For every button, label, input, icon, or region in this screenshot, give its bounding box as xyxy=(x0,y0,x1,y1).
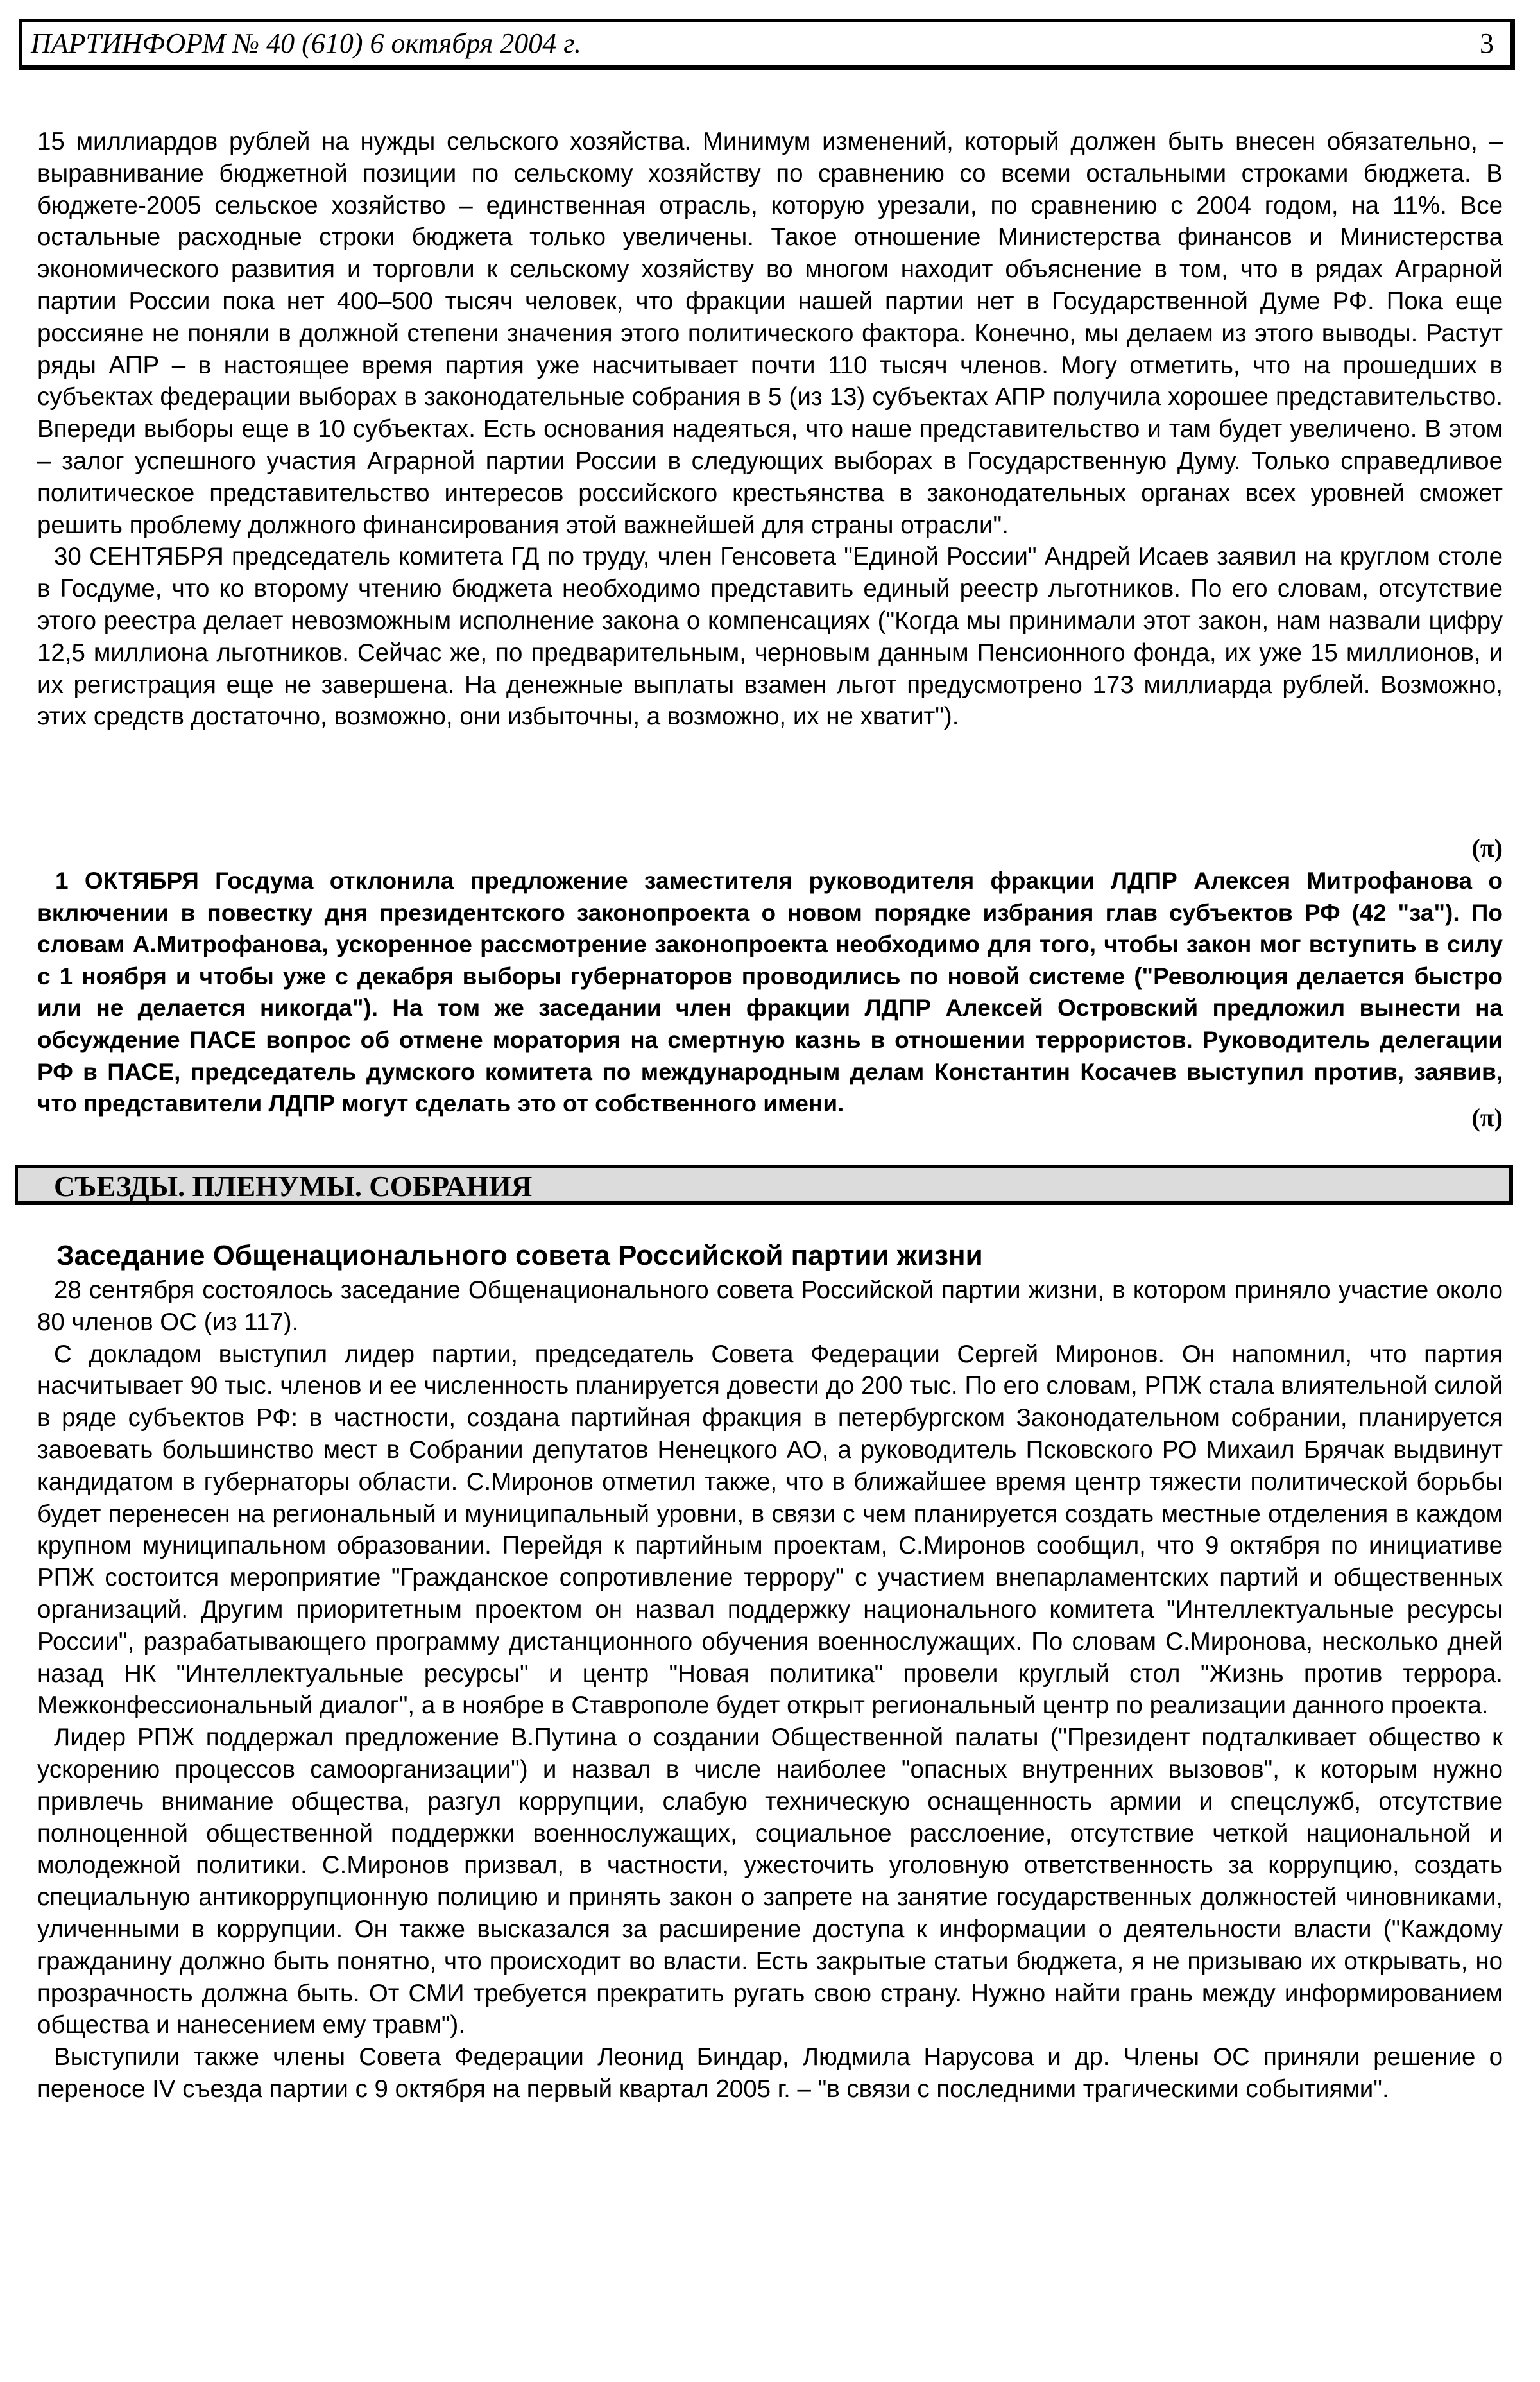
news-paragraph-continued: 15 миллиардов рублей на нужды сельского хозяйства. Минимум изменений, который должен быть внесен обязательно, – выравнивание бюджетной позиции по сельскому хозяйству по сравнению со всеми остальными строками бюджета. В бюджете-2005 сельское хозяйство – единственная отрасль, которую урезали, по сравнению с 2004 годом, на 11%. Все остальные расходные строки бюджета только увеличены. Такое отношение Министерства финансов и Министерства экономического развития и торговли к сельскому хозяйству во многом находит объяснение в том, что в рядах Аграрной партии России пока нет 400–500 тысяч человек, что фракции нашей партии нет в Государственной Думе РФ. Пока еще россияне не поняли в должной степени значения этого политического фактора. Конечно, мы делаем из этого выводы. Растут ряды АПР – в настоящее время партия уже насчитывает почти 110 тысяч членов. Могу отметить, что на прошедших в субъектах федерации выборах в законодательные собрания в 5 (из 13) субъектах АПР получила хорошее представительство. Впереди выборы еще в 10 субъектах. Есть основания надеяться, что наше представительство и там будет увеличено. В этом – залог успешного участия Аграрной партии России в следующих выборах в Государственную Думу. Только справедливое политическое представительство интересов российского крестьянства в законодательных органах всех уровней сможет решить проблему должного финансирования этой важнейшей для страны отрасли". xyxy=(37,128,1503,539)
news-paragraph-duma-bold: 1 ОКТЯБРЯ Госдума отклонила предложение заместителя руководителя фракции ЛДПР Алексея Митрофанова о включении в повестку дня президентского законопроекта о новом порядке избрания глав субъектов РФ (42 "за"). По словам А.Митрофанова, ускоренное рассмотрение законопроекта необходимо для того, чтобы закон мог вступить в силу с 1 ноября и чтобы уже с декабря выборы губернаторов проводились по новой системе ("Революция делается быстро или не делается никогда"). На том же заседании член фракции ЛДПР Алексей Островский предложил вынести на обсуждение ПАСЕ вопрос об отмене моратория на смертную казнь в отношении террористов. Руководитель делегации РФ в ПАСЕ, председатель думского комитета по международным делам Константин Косачев выступил против, заявив, что представители ЛДПР могут сделать это от собственного имени. xyxy=(37,868,1503,1117)
section-title: СЪЕЗДЫ. ПЛЕНУМЫ. СОБРАНИЯ xyxy=(54,1170,533,1203)
article-paragraph: 28 сентября состоялось заседание Общенационального совета Российской партии жизни, в котором приняло участие около 80 членов ОС (из 117). xyxy=(37,1276,1503,1336)
article-body xyxy=(37,1274,1503,2105)
article-title: Заседание Общенационального совета Российской партии жизни xyxy=(56,1240,983,1271)
article-paragraph: Выступили также члены Совета Федерации Леонид Биндар, Людмила Нарусова и др. Члены ОС приняли решение о переносе IV съезда партии с 9 октября на первый квартал 2005 г. – "в связи с последними трагическими событиями". xyxy=(37,2043,1503,2103)
top-news-block xyxy=(37,126,1503,733)
article-paragraph: Лидер РПЖ поддержал предложение В.Путина о создании Общественной палаты ("Президент подталкивает общество к ускорению процессов самоорганизации") и назвал в числе наиболее "опасных внутренних вызовов", к которым нужно привлечь внимание общества, разгул коррупции, слабую техническую оснащенность армии и спецслужб, отсутствие полноценной общественной поддержки военнослужащих, социальное расслоение, отсутствие четкой национальной и молодежной политики. С.Миронов призвал, в частности, ужесточить уголовную ответственность за коррупцию, создать специальную антикоррупционную полицию и принять закон о запрете на занятие государственных должностей чиновниками, уличенными в коррупции. Он также высказался за расширение доступа к информации о деятельности власти ("Каждому гражданину должно быть понятно, что происходит во власти. Есть закрытые статьи бюджета, я не призываю их открывать, но прозрачность должна быть. От СМИ требуется прекратить ругать свою страну. Нужно найти грань между информированием общества и нанесением ему травм"). xyxy=(37,1724,1503,2039)
signature-mark: (π) xyxy=(1471,834,1503,862)
page-number: 3 xyxy=(1480,28,1494,59)
page-header xyxy=(19,19,1515,70)
news-paragraph-isaev: 30 СЕНТЯБРЯ председатель комитета ГД по труду, член Генсовета "Единой России" Андрей Исаев заявил на круглом столе в Госдуме, что ко второму чтению бюджета необходимо представить единый реестр льготников. По его словам, отсутствие этого реестра делает невозможным исполнение закона о компенсациях ("Когда мы принимали этот закон, нам назвали цифру 12,5 миллиона льготников. Сейчас же, по предварительным, черновым данным Пенсионного фонда, их уже 15 миллионов, и их регистрация еще не завершена. На денежные выплаты взамен льгот предусмотрено 173 миллиарда рублей. Возможно, этих средств достаточно, возможно, они избыточны, а возможно, их не хватит"). xyxy=(37,543,1503,731)
article-block xyxy=(37,1238,1503,2105)
publication-title: ПАРТИНФОРМ № 40 (610) 6 октября 2004 г. xyxy=(31,28,581,59)
article-paragraph: С докладом выступил лидер партии, председатель Совета Федерации Сергей Миронов. Он напомнил, что партия насчитывает 90 тыс. членов и ее численность планируется довести до 200 тыс. По его словам, РПЖ стала влиятельной силой в ряде субъектов РФ: в частности, создана партийная фракция в петербургском Законодательном собрании, планируется завоевать большинство мест в Собрании депутатов Ненецкого АО, а руководитель Псковского РО Михаил Брячак выдвинут кандидатом в губернаторы области. С.Миронов отметил также, что в ближайшее время центр тяжести политической борьбы будет перенесен на региональный и муниципальный уровни, в связи с чем планируется создать местные отделения в каждом крупном муниципальном образовании. Перейдя к партийным проектам, С.Миронов сообщил, что 9 октября по инициативе РПЖ состоится мероприятие "Гражданское сопротивление террору" с участием внепарламентских партий и общественных организаций. Другим приоритетным проектом он назвал поддержку национального комитета "Интеллектуальные ресурсы России", разрабатывающего программу дистанционного обучения военнослужащих. По словам С.Миронова, несколько дней назад НК "Интеллектуальные ресурсы" и центр "Новая политика" провели круглый стол "Жизнь против террора. Межконфессиональный диалог", а в ноябре в Ставрополе будет открыт региональный центр по реализации данного проекта. xyxy=(37,1340,1503,1720)
signature-mark: (π) xyxy=(1471,1103,1503,1132)
section-heading-bar xyxy=(15,1165,1513,1205)
